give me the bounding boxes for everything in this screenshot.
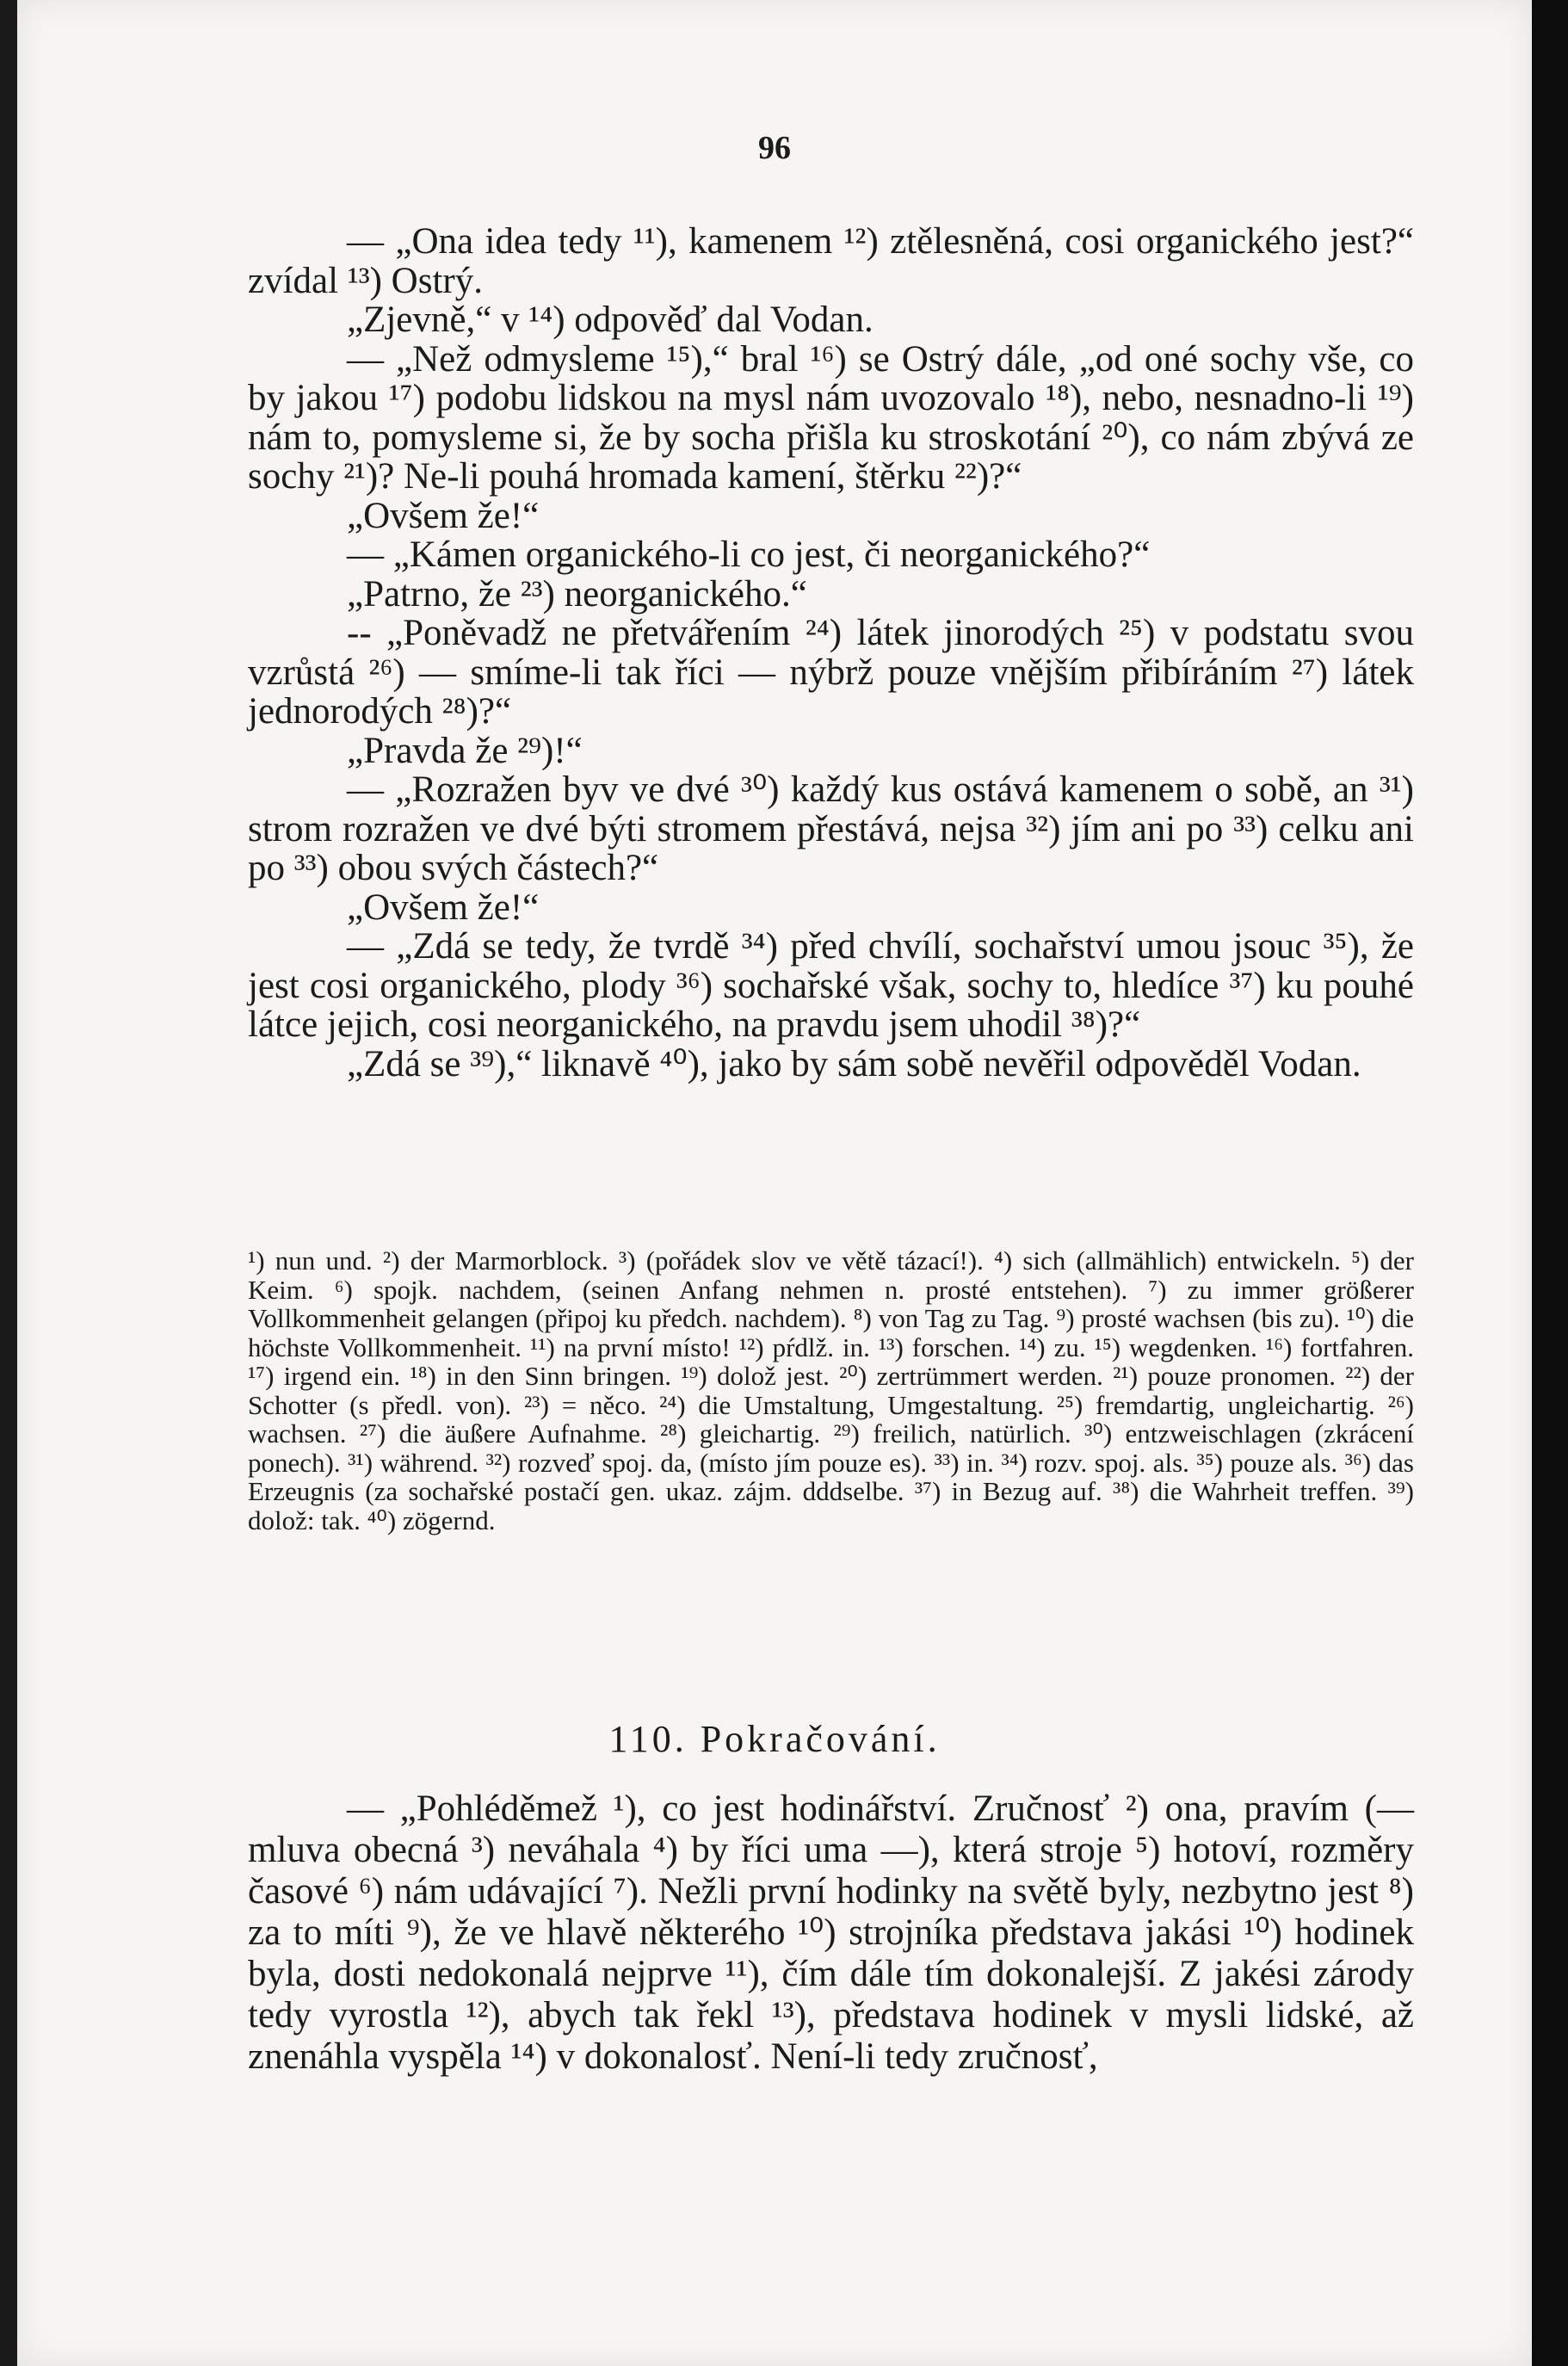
book-page [17, 0, 1532, 2366]
page-number: 96 [758, 130, 791, 166]
section-text [248, 1788, 1414, 2078]
paragraph: — „Kámen organického-li co jest, či neorganického?“ [347, 534, 1151, 575]
footnotes [248, 1246, 1414, 1535]
paragraph: — „Ona idea tedy ¹¹), kamenem ¹²) ztělesněná, cosi organického jest?“ zvídal ¹³) Ostrý. [248, 221, 1414, 301]
footnote-text: ¹) nun und. ²) der Marmorblock. ³) (pořádek slov ve větě tázací!). ⁴) sich (allmählich) entwickeln. ⁵) der Keim. ⁶) spojk. nachdem, (seinen Anfang nehmen n. prosté entstehen). ⁷) zu immer größerer Vollkommenheit gelangen (připoj ku předch. nachdem). ⁸) von Tag zu Tag. ⁹) prosté wachsen (bis zu). ¹⁰) die höchste Vollkommenheit. ¹¹) na první místo! ¹²) pŕdlž. in. ¹³) forschen. ¹⁴) zu. ¹⁵) wegdenken. ¹⁶) fortfahren. ¹⁷) irgend ein. ¹⁸) in den Sinn bringen. ¹⁹) dolož jest. ²⁰) zertrümmert werden. ²¹) pouze pronomen. ²²) der Schotter (s předl. von). ²³) = něco. ²⁴) die Umstaltung, Umgestaltung. ²⁵) fremdartig, ungleichartig. ²⁶) wachsen. ²⁷) die äußere Aufnahme. ²⁸) gleichartig. ²⁹) freilich, natürlich. ³⁰) entzweischlagen (zkrácení ponech). ³¹) während. ³²) rozveď spoj. da, (místo jím pouze es). ³³) in. ³⁴) rozv. spoj. als. ³⁵) pouze als. ³⁶) das Erzeugnis (za sochařské postačí gen. ukaz. zájm. dddselbe. ³⁷) in Bezug auf. ³⁸) die Wahrheit treffen. ³⁹) dolož: tak. ⁴⁰) zögernd. [248, 1245, 1414, 1535]
section-title: 110. Pokračování. [608, 1718, 941, 1760]
paragraph: „Ovšem že!“ [347, 886, 540, 928]
paragraph: — „Než odmysleme ¹⁵),“ bral ¹⁶) se Ostrý dále, „od oné sochy vše, co by jakou ¹⁷) podobu lidskou na mysl nám uvozovalo ¹⁸), nebo, nesnadno-li ¹⁹) nám to, pomysleme si, že by socha přišla ku stroskotání ²⁰), co nám zbývá ze sochy ²¹)? Ne-li pouhá hromada kamení, štěrku ²²)?“ [248, 338, 1414, 497]
paragraph: -- „Poněvadž ne přetvářením ²⁴) látek jinorodých ²⁵) v podstatu svou vzrůstá ²⁶) — smíme-li tak říci — nýbrž pouze vnějším přibíráním ²⁷) látek jednorodých ²⁸)?“ [248, 613, 1414, 732]
paragraph: „Pravda že ²⁹)!“ [347, 730, 583, 771]
paragraph: — „Pohléděmež ¹), co jest hodinářství. Zručnosť ²) ona, pravím (— mluva obecná ³) neváhala ⁴) by říci uma —), která stroje ⁵) hotoví, rozměry časové ⁶) nám udávající ⁷). Nežli první hodinky na světě byly, nezbytno jest ⁸) za to míti ⁹), že ve hlavě některého ¹⁰) strojníka představa jakási ¹⁰) hodinek byla, dosti nedokonalá nejprve ¹¹), čím dále tím dokonalejší. Z jakési zárody tedy vyrostla ¹²), abych tak řekl ¹³), představa hodinek v mysli lidské, až znenáhla vyspěla ¹⁴) v dokonalosť. Není-li tedy zručnosť, [248, 1788, 1414, 2077]
paragraph: „Ovšem že!“ [347, 495, 540, 536]
paragraph: — „Rozražen byv ve dvé ³⁰) každý kus ostává kamenem o sobě, an ³¹) strom rozražen ve dvé býti stromem přestává, nejsa ³²) jím ani po ³³) celku ani po ³³) obou svých částech?“ [248, 769, 1414, 888]
paragraph: „Zdá se ³⁹),“ liknavě ⁴⁰), jako by sám sobě nevěřil odpověděl Vodan. [347, 1043, 1361, 1084]
paragraph: „Patrno, že ²³) neorganického.“ [347, 573, 807, 615]
paragraph: „Zjevně,“ v ¹⁴) odpověď dal Vodan. [347, 300, 874, 340]
paragraph: — „Zdá se tedy, že tvrdě ³⁴) před chvílí, sochařství umou jsouc ³⁵), že jest cosi organického, plody ³⁶) sochařské však, sochy to, hledíce ³⁷) ku pouhé látce jejich, cosi neorganického, na pravdu jsem uhodil ³⁸)?“ [248, 926, 1414, 1045]
scan-edge [1532, 0, 1568, 2366]
dialogue-text [248, 222, 1414, 1084]
